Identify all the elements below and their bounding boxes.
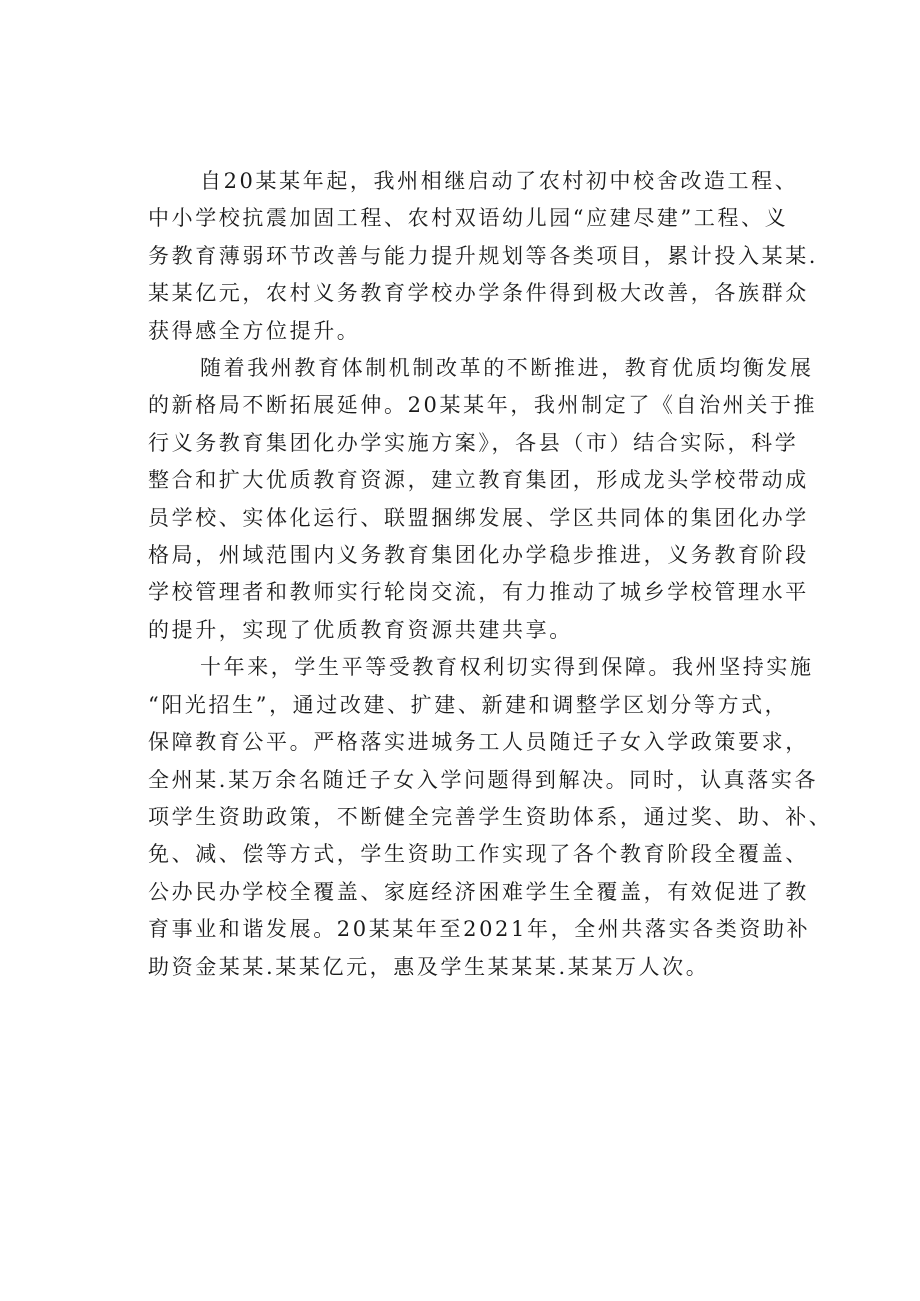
- text-line: “阳光招生”，通过改建、扩建、新建和调整学区划分等方式，: [148, 692, 789, 717]
- text-line: 中小学校抗震加固工程、农村双语幼儿园“应建尽建”工程、义: [148, 206, 789, 231]
- paragraph-2: [148, 350, 818, 649]
- text-line: 的提升，实现了优质教育资源共建共享。: [148, 617, 573, 642]
- text-line: 行义务教育集团化办学实施方案》，各县（市）结合实际，科学: [148, 430, 799, 455]
- text-line: 助资金某某.某某亿元，惠及学生某某某.某某万人次。: [148, 954, 710, 979]
- document-body: [148, 163, 833, 986]
- text-line: 自20某某年起，我州相继启动了农村初中校舍改造工程、: [200, 169, 799, 193]
- text-line: 免、减、偿等方式，学生资助工作实现了各个教育阶段全覆盖、: [148, 842, 809, 867]
- text-line: 务教育薄弱环节改善与能力提升规划等各类项目，累计投入某某.: [148, 243, 819, 268]
- text-line: 育事业和谐发展。20某某年至2021年，全州共落实各类资助补: [148, 917, 811, 942]
- text-line: 格局，州域范围内义务教育集团化办学稳步推进，义务教育阶段: [148, 543, 809, 568]
- text-line: 的新格局不断拓展延伸。20某某年，我州制定了《自治州关于推: [148, 393, 818, 418]
- text-line: 保障教育公平。严格落实进城务工人员随迁子女入学政策要求，: [148, 730, 809, 755]
- paragraph-3: [148, 649, 833, 986]
- text-line: 员学校、实体化运行、联盟捆绑发展、学区共同体的集团化办学: [148, 505, 809, 530]
- text-line: 全州某.某万余名随迁子女入学问题得到解决。同时，认真落实各: [148, 767, 819, 792]
- paragraph-1: [148, 163, 819, 350]
- text-line: 项学生资助政策，不断健全完善学生资助体系，通过奖、助、补、: [148, 804, 833, 829]
- text-line: 整合和扩大优质教育资源，建立教育集团，形成龙头学校带动成: [148, 468, 809, 493]
- text-line: 公办民办学校全覆盖、家庭经济困难学生全覆盖，有效促进了教: [148, 879, 809, 904]
- text-line: 获得感全方位提升。: [148, 318, 361, 343]
- text-line: 十年来，学生平等受教育权利切实得到保障。我州坚持实施: [200, 655, 814, 680]
- text-line: 随着我州教育体制机制改革的不断推进，教育优质均衡发展: [200, 356, 814, 381]
- text-line: 某某亿元，农村义务教育学校办学条件得到极大改善，各族群众: [148, 281, 809, 306]
- text-line: 学校管理者和教师实行轮岗交流，有力推动了城乡学校管理水平: [148, 580, 809, 605]
